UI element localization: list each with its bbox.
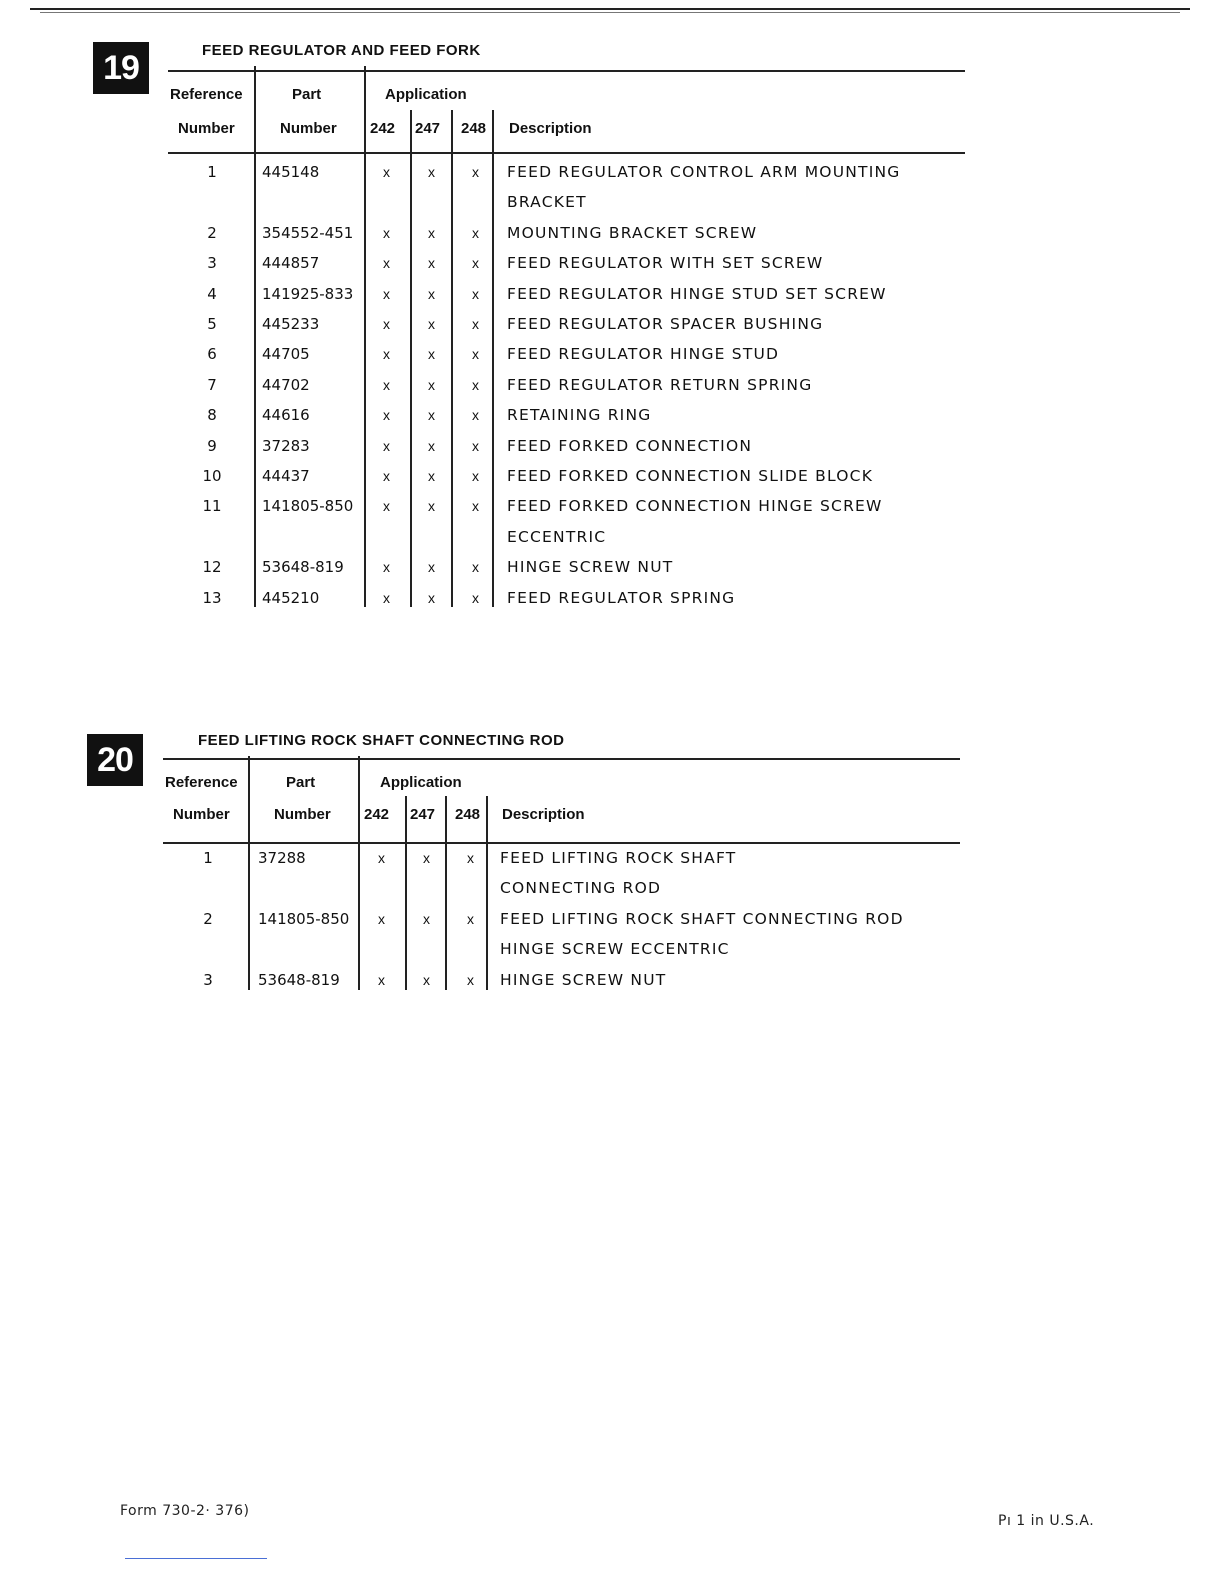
description-line: RETAINING RING xyxy=(507,406,652,425)
description-line: HINGE SCREW NUT xyxy=(507,558,674,577)
description-line: FEED REGULATOR SPRING xyxy=(507,588,736,607)
description-line: FEED REGULATOR RETURN SPRING xyxy=(507,375,813,394)
col-242-247-divider xyxy=(410,110,412,607)
section-title: FEED LIFTING ROCK SHAFT CONNECTING ROD xyxy=(198,732,565,749)
application-242-mark: x xyxy=(383,589,390,606)
header-bottom-rule xyxy=(163,842,960,844)
application-242-mark: x xyxy=(383,498,390,515)
part-number: 445148 xyxy=(262,163,320,181)
reference-number: 12 xyxy=(202,558,222,577)
part-number: 44705 xyxy=(262,345,310,364)
part-number: 444857 xyxy=(262,254,320,273)
header-reference-number: Number xyxy=(173,806,230,823)
application-248-mark: x xyxy=(472,498,479,515)
header-col-242: 242 xyxy=(370,120,396,137)
reference-number: 13 xyxy=(202,588,222,607)
application-248-mark: x xyxy=(472,316,479,332)
application-247-mark: x xyxy=(423,910,430,927)
application-247-mark: x xyxy=(428,285,435,302)
part-number: 37283 xyxy=(262,436,310,455)
application-242-mark: x xyxy=(383,224,390,241)
part-number: 44702 xyxy=(262,375,310,394)
header-col-248: 248 xyxy=(461,120,487,137)
part-number: 354552-451 xyxy=(262,223,354,242)
description-line: FEED LIFTING ROCK SHAFT CONNECTING ROD xyxy=(500,909,904,928)
reference-number: 2 xyxy=(203,909,213,928)
application-242-mark: x xyxy=(378,850,385,866)
application-248-mark: x xyxy=(472,224,479,241)
header-col-247: 247 xyxy=(415,120,441,137)
application-247-mark: x xyxy=(428,437,435,454)
application-242-mark: x xyxy=(383,376,390,393)
application-248-mark: x xyxy=(472,255,479,272)
application-248-mark: x xyxy=(472,437,479,454)
description-line: FEED FORKED CONNECTION HINGE SCREW xyxy=(507,497,883,516)
reference-number: 4 xyxy=(207,284,217,303)
description-line: FEED REGULATOR CONTROL ARM MOUNTING xyxy=(507,163,901,181)
header-col-247: 247 xyxy=(410,806,436,823)
application-242-mark: x xyxy=(383,559,390,576)
header-reference-number: Number xyxy=(178,120,235,137)
application-248-mark: x xyxy=(467,971,474,988)
col-242-247-divider xyxy=(405,796,407,990)
header-part: Part xyxy=(292,86,322,103)
app-desc-divider xyxy=(486,796,488,990)
reference-number: 8 xyxy=(207,406,217,425)
description-line: FEED LIFTING ROCK SHAFT xyxy=(500,849,737,867)
application-248-mark: x xyxy=(472,376,479,393)
header-reference: Reference xyxy=(170,86,243,103)
application-242-mark: x xyxy=(383,316,390,332)
description-line: HINGE SCREW NUT xyxy=(500,970,667,989)
application-248-mark: x xyxy=(472,285,479,302)
description-line: BRACKET xyxy=(507,193,587,212)
part-number: 44437 xyxy=(262,467,310,485)
reference-number: 11 xyxy=(202,497,222,516)
table-top-rule xyxy=(168,70,965,72)
application-248-mark: x xyxy=(472,164,479,180)
application-242-mark: x xyxy=(383,346,390,363)
description-line: FEED FORKED CONNECTION xyxy=(507,436,753,455)
application-247-mark: x xyxy=(428,498,435,515)
reference-number: 1 xyxy=(207,163,217,181)
application-247-mark: x xyxy=(428,224,435,241)
header-col-248: 248 xyxy=(455,806,481,823)
application-247-mark: x xyxy=(428,468,435,484)
description-line: MOUNTING BRACKET SCREW xyxy=(507,223,758,242)
description-line: CONNECTING ROD xyxy=(500,879,662,898)
description-line: FEED REGULATOR WITH SET SCREW xyxy=(507,254,824,273)
application-247-mark: x xyxy=(428,407,435,424)
ref-part-divider xyxy=(254,66,256,607)
application-242-mark: x xyxy=(383,437,390,454)
footer-form-number: Form 730-2· 376) xyxy=(120,1503,250,1519)
application-242-mark: x xyxy=(383,285,390,302)
header-part: Part xyxy=(286,774,316,791)
description-line: FEED REGULATOR SPACER BUSHING xyxy=(507,315,824,333)
application-242-mark: x xyxy=(383,468,390,484)
application-248-mark: x xyxy=(472,589,479,606)
application-242-mark: x xyxy=(383,255,390,272)
footer-rule xyxy=(125,1558,267,1559)
section-number-badge: 20 xyxy=(87,734,143,786)
description-line: FEED FORKED CONNECTION SLIDE BLOCK xyxy=(507,467,874,485)
part-number: 44616 xyxy=(262,406,310,425)
reference-number: 7 xyxy=(207,375,217,394)
section-title: FEED REGULATOR AND FEED FORK xyxy=(202,42,481,59)
header-part-number: Number xyxy=(280,120,337,137)
application-247-mark: x xyxy=(423,971,430,988)
header-application: Application xyxy=(380,774,462,791)
reference-number: 9 xyxy=(207,436,217,455)
application-248-mark: x xyxy=(472,468,479,484)
header-description: Description xyxy=(502,806,585,823)
table-top-rule xyxy=(163,758,960,760)
part-number: 141925-833 xyxy=(262,284,354,303)
application-247-mark: x xyxy=(428,559,435,576)
application-248-mark: x xyxy=(467,910,474,927)
application-242-mark: x xyxy=(378,910,385,927)
col-247-248-divider xyxy=(445,796,447,990)
description-line: FEED REGULATOR HINGE STUD SET SCREW xyxy=(507,284,887,303)
header-description: Description xyxy=(509,120,592,137)
application-247-mark: x xyxy=(428,589,435,606)
section-number-badge: 19 xyxy=(93,42,149,94)
application-247-mark: x xyxy=(428,376,435,393)
part-number: 37288 xyxy=(258,849,306,867)
application-247-mark: x xyxy=(428,164,435,180)
header-reference: Reference xyxy=(165,774,238,791)
header-application: Application xyxy=(385,86,467,103)
reference-number: 10 xyxy=(202,467,222,485)
description-line: HINGE SCREW ECCENTRIC xyxy=(500,940,730,959)
part-number: 141805-850 xyxy=(262,497,354,516)
header-bottom-rule xyxy=(168,152,965,154)
application-248-mark: x xyxy=(472,407,479,424)
part-number: 53648-819 xyxy=(258,970,340,989)
header-part-number: Number xyxy=(274,806,331,823)
description-line: FEED REGULATOR HINGE STUD xyxy=(507,345,780,364)
part-number: 445233 xyxy=(262,315,320,333)
application-247-mark: x xyxy=(428,255,435,272)
application-242-mark: x xyxy=(378,971,385,988)
reference-number: 3 xyxy=(203,970,213,989)
part-app-divider xyxy=(364,66,366,607)
application-247-mark: x xyxy=(423,850,430,866)
footer-printed-in: Pı 1 in U.S.A. xyxy=(998,1513,1095,1529)
part-number: 141805-850 xyxy=(258,909,350,928)
part-number: 445210 xyxy=(262,588,320,607)
reference-number: 1 xyxy=(203,849,213,867)
top-rule-secondary xyxy=(40,12,1180,13)
part-app-divider xyxy=(358,756,360,990)
reference-number: 5 xyxy=(207,315,217,333)
header-col-242: 242 xyxy=(364,806,390,823)
description-line: ECCENTRIC xyxy=(507,527,607,546)
top-rule xyxy=(30,8,1190,10)
app-desc-divider xyxy=(492,110,494,607)
application-247-mark: x xyxy=(428,316,435,332)
application-247-mark: x xyxy=(428,346,435,363)
ref-part-divider xyxy=(248,756,250,990)
application-248-mark: x xyxy=(472,559,479,576)
reference-number: 2 xyxy=(207,223,217,242)
part-number: 53648-819 xyxy=(262,558,344,577)
application-248-mark: x xyxy=(467,850,474,866)
reference-number: 6 xyxy=(207,345,217,364)
application-242-mark: x xyxy=(383,164,390,180)
application-248-mark: x xyxy=(472,346,479,363)
col-247-248-divider xyxy=(451,110,453,607)
reference-number: 3 xyxy=(207,254,217,273)
application-242-mark: x xyxy=(383,407,390,424)
